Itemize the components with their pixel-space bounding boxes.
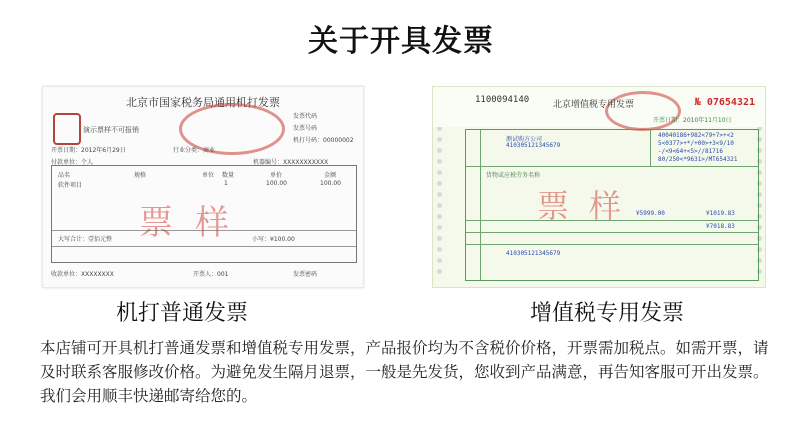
invoice-sample-vat xyxy=(432,86,766,288)
sample-stamp-text: 票样 xyxy=(537,187,642,225)
payee: 收款单位：XXXXXXXX xyxy=(51,271,114,278)
password-line-2: 5<0377>+*/+00>+3<9/10 xyxy=(658,140,734,147)
row-qty: 1 xyxy=(224,180,228,187)
amount-words: 大写合计：壹佰元整 xyxy=(58,236,113,243)
vat-number: № 07654321 xyxy=(694,97,755,108)
vat-serial: 1100094140 xyxy=(475,95,530,105)
invoice-date: 开票日期：2012年6月29日 xyxy=(51,147,126,154)
col-name: 品名 xyxy=(58,172,71,179)
sample-note: 演示票样不可报销 xyxy=(83,126,139,134)
sample-stamp-text: 票样 xyxy=(139,203,251,243)
header-right-1: 发票代码 xyxy=(293,113,318,120)
col-price: 单价 xyxy=(270,172,283,179)
divider xyxy=(480,130,481,280)
password-line-1: 40040186+982<79+7>+<2 xyxy=(658,132,734,139)
col-qty: 数量 xyxy=(222,172,235,179)
tax: ¥1019.83 xyxy=(706,210,735,217)
divider xyxy=(650,130,651,166)
caption-general-invoice: 机打普通发票 xyxy=(116,301,249,326)
issuer: 开票人：001 xyxy=(193,271,229,278)
password-line-4: 80/250<*9631>/MT654321 xyxy=(658,156,738,163)
tax-seal-icon xyxy=(53,113,81,145)
divider xyxy=(466,244,758,245)
divider xyxy=(466,232,758,233)
vat-title: 北京增值税专用发票 xyxy=(553,100,635,110)
invoice-title: 北京市国家税务局通用机打发票 xyxy=(126,96,280,109)
caption-vat-invoice: 增值税专用发票 xyxy=(530,301,685,326)
col-unit: 单位 xyxy=(202,172,215,179)
header-right-2: 发票号码 xyxy=(293,125,318,132)
amount: ¥5999.00 xyxy=(636,210,665,217)
invoice-notice: 本店铺可开具机打普通发票和增值税专用发票，产品报价均为不含税价价格，开票需加税点。如需开票，请及时联系客服修改价格。为避免发生隔月退票，一般是先发货，您收到产品满意，再告知客服可开出发票。我们会用顺丰快递邮寄给您的。 xyxy=(40,339,769,405)
password-line-3: -/<9<64+<5>//81716 xyxy=(658,148,724,155)
row-price: 100.00 xyxy=(266,180,287,187)
machine-no: 机器编号：XXXXXXXXXXX xyxy=(253,159,329,166)
col-amount: 金额 xyxy=(324,172,337,179)
divider xyxy=(52,246,356,247)
industry: 行业分类：商业 xyxy=(173,147,216,154)
divider xyxy=(466,166,758,167)
header-right-3: 机打号码：00000002 xyxy=(293,137,354,144)
seller-tax-id: 410305121345679 xyxy=(506,250,561,257)
payer: 付款单位：个人 xyxy=(51,159,94,166)
amount-small: 小写：¥100.00 xyxy=(252,236,295,243)
goods-header: 货物或应税劳务名称 xyxy=(486,172,541,179)
col-spec: 规格 xyxy=(134,172,147,179)
buyer-name: 测试购方公司 xyxy=(506,136,543,143)
buyer-tax-id: 410305121345679 xyxy=(506,142,561,149)
invoice-password: 发票密码 xyxy=(293,271,318,278)
row-name: 软件项目 xyxy=(58,182,83,189)
invoice-sample-general xyxy=(42,86,364,288)
row-amount: 100.00 xyxy=(320,180,341,187)
page-title: 关于开具发票 xyxy=(308,24,494,59)
total: ¥7018.83 xyxy=(706,223,735,230)
vat-date: 开票日期：2010年11月10日 xyxy=(653,117,732,124)
